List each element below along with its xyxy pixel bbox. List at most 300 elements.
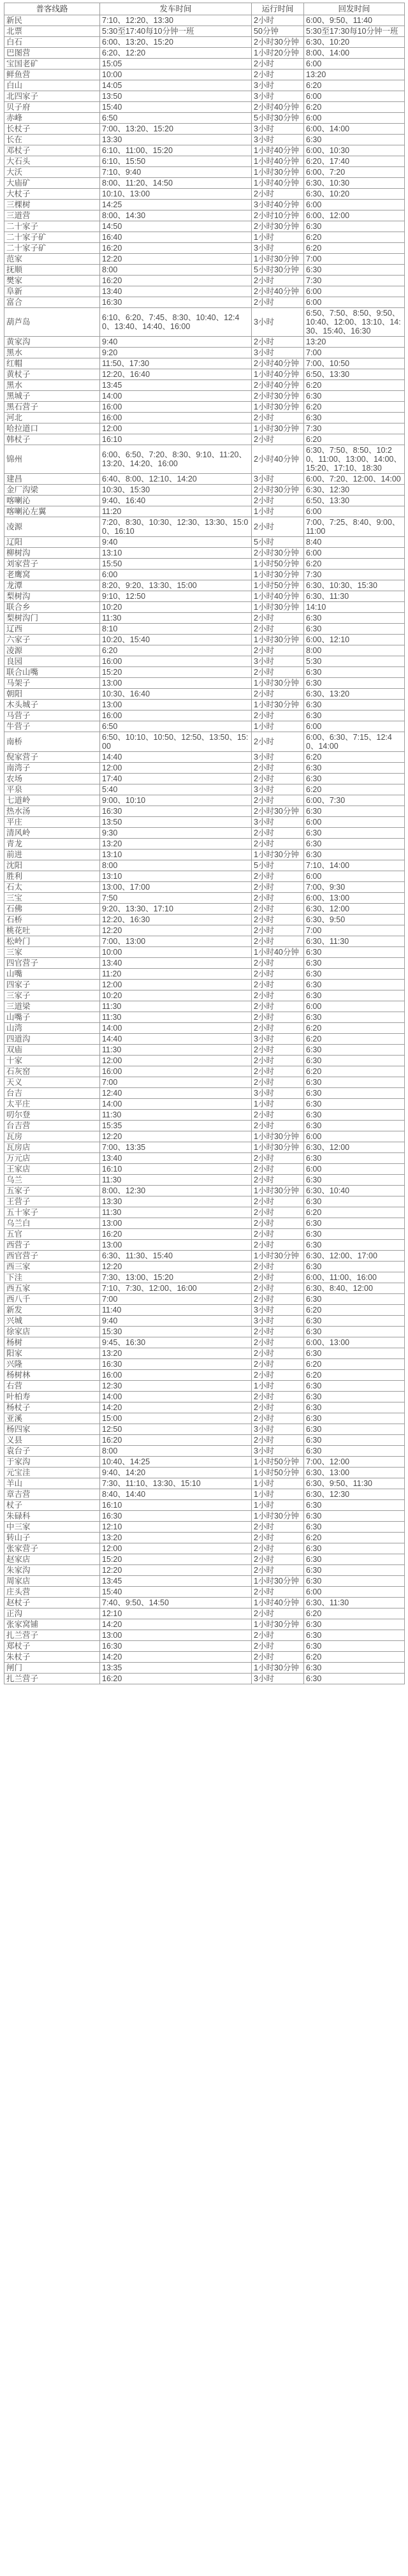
departure-cell: 13:00 xyxy=(100,700,252,710)
route-cell: 十家 xyxy=(4,1056,100,1066)
run-time-cell: 2小时 xyxy=(252,15,304,26)
return-cell: 6:30 xyxy=(304,1630,405,1641)
departure-cell: 16:10 xyxy=(100,1500,252,1511)
return-cell: 6:30 xyxy=(304,1446,405,1457)
departure-cell: 13:35 xyxy=(100,1663,252,1674)
table-row xyxy=(4,167,405,178)
table-row xyxy=(4,1457,405,1468)
return-cell: 6:00 xyxy=(304,297,405,308)
run-time-cell: 2小时 xyxy=(252,1045,304,1056)
route-cell: 石佛 xyxy=(4,904,100,915)
route-cell: 二十家子矿 xyxy=(4,243,100,254)
run-time-cell: 2小时 xyxy=(252,434,304,445)
run-time-cell: 5小时 xyxy=(252,537,304,548)
return-cell: 6:20 xyxy=(304,232,405,243)
table-row xyxy=(4,1489,405,1500)
return-cell: 6:30 xyxy=(304,1348,405,1359)
table-row xyxy=(4,969,405,980)
run-time-cell: 2小时 xyxy=(252,710,304,721)
return-cell: 6:30 xyxy=(304,135,405,145)
run-time-cell: 2小时 xyxy=(252,828,304,839)
table-row xyxy=(4,1392,405,1402)
table-row xyxy=(4,145,405,156)
route-cell: 二十家子 xyxy=(4,221,100,232)
departure-cell: 10:40、14:25 xyxy=(100,1457,252,1468)
table-row xyxy=(4,613,405,624)
departure-cell: 12:00 xyxy=(100,423,252,434)
run-time-cell: 1小时40分钟 xyxy=(252,178,304,189)
route-cell: 杨杖子 xyxy=(4,1402,100,1413)
run-time-cell: 2小时 xyxy=(252,1012,304,1023)
return-cell: 6:30 xyxy=(304,1056,405,1066)
run-time-cell: 3小时 xyxy=(252,243,304,254)
table-row xyxy=(4,48,405,59)
route-cell: 西八千 xyxy=(4,1294,100,1305)
run-time-cell: 3小时 xyxy=(252,1424,304,1435)
return-cell: 6:30 xyxy=(304,990,405,1001)
route-cell: 梨树沟 xyxy=(4,591,100,602)
return-cell: 7:30 xyxy=(304,570,405,580)
header-route: 普客线路 xyxy=(4,3,100,15)
route-cell: 朱碌科 xyxy=(4,1511,100,1522)
route-cell: 黑水 xyxy=(4,380,100,391)
table-row xyxy=(4,1630,405,1641)
table-row xyxy=(4,1522,405,1533)
run-time-cell: 2小时 xyxy=(252,1066,304,1077)
departure-cell: 13:45 xyxy=(100,1576,252,1587)
table-row xyxy=(4,1164,405,1175)
return-cell: 6:30 xyxy=(304,1576,405,1587)
route-cell: 辽阳 xyxy=(4,537,100,548)
table-row xyxy=(4,1337,405,1348)
departure-cell: 16:00 xyxy=(100,1066,252,1077)
route-cell: 胜利 xyxy=(4,871,100,882)
run-time-cell: 2小时 xyxy=(252,70,304,80)
table-row xyxy=(4,882,405,893)
header-run-time: 运行时间 xyxy=(252,3,304,15)
return-cell: 6:30 xyxy=(304,710,405,721)
departure-cell: 8:40、14:40 xyxy=(100,1489,252,1500)
return-cell: 6:30、13:00 xyxy=(304,1468,405,1478)
table-row xyxy=(4,1446,405,1457)
run-time-cell: 1小时30分钟 xyxy=(252,1186,304,1196)
return-cell: 6:20 xyxy=(304,380,405,391)
departure-cell: 9:20 xyxy=(100,348,252,358)
departure-cell: 8:00、14:30 xyxy=(100,210,252,221)
run-time-cell: 2小时 xyxy=(252,1359,304,1370)
run-time-cell: 2小时 xyxy=(252,1587,304,1598)
route-cell: 杨树林 xyxy=(4,1370,100,1381)
return-cell: 6:00 xyxy=(304,286,405,297)
return-cell: 7:30 xyxy=(304,423,405,434)
return-cell: 6:30、8:40、12:00 xyxy=(304,1283,405,1294)
table-row xyxy=(4,624,405,635)
return-cell: 6:20 xyxy=(304,1023,405,1034)
return-cell: 6:00、7:20、12:00、14:00 xyxy=(304,474,405,485)
return-cell: 6:00、10:30 xyxy=(304,145,405,156)
departure-cell: 15:35 xyxy=(100,1121,252,1131)
route-cell: 台吉 xyxy=(4,1088,100,1099)
return-cell: 6:00 xyxy=(304,1001,405,1012)
return-cell: 6:30、9:50 xyxy=(304,915,405,925)
departure-cell: 16:20 xyxy=(100,1674,252,1684)
run-time-cell: 1小时30分钟 xyxy=(252,1619,304,1630)
departure-cell: 6:50 xyxy=(100,721,252,732)
run-time-cell: 2小时30分钟 xyxy=(252,37,304,48)
route-cell: 六家子 xyxy=(4,635,100,645)
departure-cell: 14:00 xyxy=(100,1392,252,1402)
table-row xyxy=(4,1652,405,1663)
departure-cell: 13:50 xyxy=(100,817,252,828)
run-time-cell: 2小时 xyxy=(252,1229,304,1240)
return-cell: 6:20 xyxy=(304,559,405,570)
return-cell: 6:20 xyxy=(304,102,405,113)
departure-cell: 12:20 xyxy=(100,1131,252,1142)
departure-cell: 8:10 xyxy=(100,624,252,635)
departure-cell: 16:20 xyxy=(100,276,252,286)
departure-cell: 11:20 xyxy=(100,969,252,980)
run-time-cell: 2小时 xyxy=(252,1608,304,1619)
departure-cell: 16:30 xyxy=(100,1641,252,1652)
route-cell: 建昌 xyxy=(4,474,100,485)
table-row xyxy=(4,1402,405,1413)
route-cell: 徐家店 xyxy=(4,1327,100,1337)
departure-cell: 6:50 xyxy=(100,113,252,124)
run-time-cell: 2小时40分钟 xyxy=(252,380,304,391)
route-cell: 山湾 xyxy=(4,1023,100,1034)
run-time-cell: 2小时 xyxy=(252,1533,304,1543)
table-row xyxy=(4,70,405,80)
return-cell: 6:00 xyxy=(304,1587,405,1598)
run-time-cell: 2小时 xyxy=(252,496,304,506)
departure-cell: 7:00 xyxy=(100,1077,252,1088)
route-cell: 平庄 xyxy=(4,817,100,828)
table-row xyxy=(4,1619,405,1630)
run-time-cell: 3小时 xyxy=(252,1316,304,1327)
run-time-cell: 2小时30分钟 xyxy=(252,391,304,402)
table-row xyxy=(4,580,405,591)
run-time-cell: 1小时50分钟 xyxy=(252,1468,304,1478)
route-cell: 新发 xyxy=(4,1305,100,1316)
return-cell: 6:30 xyxy=(304,413,405,423)
return-cell: 6:50、7:50、8:50、9:50、10:40、12:00、13:10、14:30、15:40、16:30 xyxy=(304,308,405,337)
return-cell: 6:20 xyxy=(304,1608,405,1619)
return-cell: 6:20 xyxy=(304,1034,405,1045)
route-cell: 马架子 xyxy=(4,678,100,689)
departure-cell: 11:30 xyxy=(100,1175,252,1186)
return-cell: 7:00 xyxy=(304,254,405,265)
return-cell: 6:20 xyxy=(304,1305,405,1316)
return-cell: 6:30 xyxy=(304,1435,405,1446)
departure-cell: 12:20、16:40 xyxy=(100,369,252,380)
departure-cell: 13:10 xyxy=(100,871,252,882)
return-cell: 6:30 xyxy=(304,958,405,969)
run-time-cell: 2小时 xyxy=(252,1402,304,1413)
run-time-cell: 2小时 xyxy=(252,1641,304,1652)
run-time-cell: 2小时 xyxy=(252,1056,304,1066)
table-row xyxy=(4,602,405,613)
route-cell: 章吉营 xyxy=(4,1489,100,1500)
table-row xyxy=(4,1294,405,1305)
departure-cell: 12:20 xyxy=(100,925,252,936)
run-time-cell: 2小时 xyxy=(252,645,304,656)
return-cell: 6:30 xyxy=(304,850,405,860)
departure-cell: 11:30 xyxy=(100,613,252,624)
return-cell: 6:30 xyxy=(304,1424,405,1435)
return-cell: 6:30、12:00 xyxy=(304,1142,405,1153)
route-cell: 瓦房 xyxy=(4,1131,100,1142)
run-time-cell: 1小时 xyxy=(252,1381,304,1392)
return-cell: 6:30 xyxy=(304,613,405,624)
departure-cell: 9:45、16:30 xyxy=(100,1337,252,1348)
return-cell: 6:30 xyxy=(304,1565,405,1576)
return-cell: 6:00、12:00 xyxy=(304,210,405,221)
run-time-cell: 2小时 xyxy=(252,839,304,850)
table-row xyxy=(4,1153,405,1164)
departure-cell: 10:20、15:40 xyxy=(100,635,252,645)
run-time-cell: 2小时 xyxy=(252,1413,304,1424)
run-time-cell: 2小时 xyxy=(252,1023,304,1034)
departure-cell: 13:20 xyxy=(100,1348,252,1359)
route-cell: 张家窝铺 xyxy=(4,1619,100,1630)
return-cell: 6:00 xyxy=(304,721,405,732)
table-row xyxy=(4,37,405,48)
return-cell: 8:00、14:00 xyxy=(304,48,405,59)
table-row xyxy=(4,1099,405,1110)
return-cell: 6:00 xyxy=(304,1131,405,1142)
table-row xyxy=(4,485,405,496)
table-row xyxy=(4,721,405,732)
return-cell: 6:00 xyxy=(304,200,405,210)
route-cell: 赵杖子 xyxy=(4,1598,100,1608)
departure-cell: 6:00、6:50、7:20、8:30、9:10、11:20、13:20、14:20、16:00 xyxy=(100,445,252,474)
table-row xyxy=(4,91,405,102)
route-cell: 山嘴子 xyxy=(4,1012,100,1023)
table-row xyxy=(4,1001,405,1012)
route-cell: 天义 xyxy=(4,1077,100,1088)
run-time-cell: 2小时 xyxy=(252,893,304,904)
table-row xyxy=(4,1413,405,1424)
table-row xyxy=(4,434,405,445)
return-cell: 6:30 xyxy=(304,1121,405,1131)
departure-cell: 16:00 xyxy=(100,402,252,413)
run-time-cell: 2小时 xyxy=(252,915,304,925)
departure-cell: 6:20 xyxy=(100,645,252,656)
run-time-cell: 1小时30分钟 xyxy=(252,1251,304,1262)
table-row xyxy=(4,423,405,434)
return-cell: 6:00、11:00、16:00 xyxy=(304,1272,405,1283)
route-cell: 石灰窑 xyxy=(4,1066,100,1077)
run-time-cell: 2小时 xyxy=(252,59,304,70)
departure-cell: 10:00 xyxy=(100,947,252,958)
return-cell: 6:20 xyxy=(304,784,405,795)
route-cell: 转山子 xyxy=(4,1533,100,1543)
run-time-cell: 1小时30分钟 xyxy=(252,678,304,689)
route-cell: 长杖子 xyxy=(4,124,100,135)
route-cell: 四家子 xyxy=(4,980,100,990)
run-time-cell: 2小时 xyxy=(252,1196,304,1207)
route-cell: 五官 xyxy=(4,1229,100,1240)
departure-cell: 6:00、13:20、15:20 xyxy=(100,37,252,48)
departure-cell: 16:00 xyxy=(100,656,252,667)
run-time-cell: 2小时 xyxy=(252,1164,304,1175)
run-time-cell: 5小时 xyxy=(252,860,304,871)
run-time-cell: 2小时10分钟 xyxy=(252,210,304,221)
departure-cell: 14:20 xyxy=(100,1652,252,1663)
table-row xyxy=(4,591,405,602)
table-row xyxy=(4,15,405,26)
return-cell: 6:30 xyxy=(304,1294,405,1305)
return-cell: 6:30 xyxy=(304,1402,405,1413)
departure-cell: 16:30 xyxy=(100,1359,252,1370)
run-time-cell: 1小时40分钟 xyxy=(252,947,304,958)
departure-cell: 13:10 xyxy=(100,850,252,860)
return-cell: 6:30 xyxy=(304,969,405,980)
return-cell: 6:20 xyxy=(304,1370,405,1381)
return-cell: 6:30、9:50、11:30 xyxy=(304,1478,405,1489)
run-time-cell: 1小时30分钟 xyxy=(252,423,304,434)
return-cell: 6:00 xyxy=(304,871,405,882)
route-cell: 杨树 xyxy=(4,1337,100,1348)
route-cell: 杨四家 xyxy=(4,1424,100,1435)
return-cell: 6:30、12:30 xyxy=(304,1489,405,1500)
departure-cell: 13:20 xyxy=(100,1533,252,1543)
return-cell: 6:30 xyxy=(304,1500,405,1511)
return-cell: 7:00、7:25、8:40、9:00、11:00 xyxy=(304,517,405,537)
route-cell: 牛营子 xyxy=(4,721,100,732)
route-cell: 范家 xyxy=(4,254,100,265)
table-row xyxy=(4,645,405,656)
return-cell: 6:30 xyxy=(304,624,405,635)
run-time-cell: 2小时 xyxy=(252,1077,304,1088)
departure-cell: 6:40、8:00、12:10、14:20 xyxy=(100,474,252,485)
route-cell: 白石 xyxy=(4,37,100,48)
return-cell: 6:30 xyxy=(304,221,405,232)
return-cell: 13:20 xyxy=(304,70,405,80)
return-cell: 6:30、13:20 xyxy=(304,689,405,700)
table-row xyxy=(4,496,405,506)
table-row xyxy=(4,1511,405,1522)
return-cell: 6:20 xyxy=(304,1533,405,1543)
route-cell: 北票 xyxy=(4,26,100,37)
departure-cell: 6:10、6:20、7:45、8:30、10:40、12:40、13:40、14:40、16:00 xyxy=(100,308,252,337)
departure-cell: 15:05 xyxy=(100,59,252,70)
departure-cell: 14:40 xyxy=(100,1034,252,1045)
departure-cell: 10:30、16:40 xyxy=(100,689,252,700)
departure-cell: 7:40、9:50、14:50 xyxy=(100,1598,252,1608)
table-row xyxy=(4,1283,405,1294)
table-row xyxy=(4,936,405,947)
return-cell: 6:30 xyxy=(304,774,405,784)
table-row xyxy=(4,1142,405,1153)
departure-cell: 7:00、13:00 xyxy=(100,936,252,947)
run-time-cell: 5小时30分钟 xyxy=(252,265,304,276)
return-cell: 6:30、10:20 xyxy=(304,189,405,200)
return-cell: 6:30 xyxy=(304,1511,405,1522)
departure-cell: 13:50 xyxy=(100,91,252,102)
return-cell: 6:30 xyxy=(304,1218,405,1229)
route-cell: 长在 xyxy=(4,135,100,145)
route-cell: 西三家 xyxy=(4,1262,100,1272)
table-row xyxy=(4,990,405,1001)
return-cell: 6:30、11:30 xyxy=(304,936,405,947)
route-cell: 富合 xyxy=(4,297,100,308)
table-row xyxy=(4,276,405,286)
route-cell: 辽西 xyxy=(4,624,100,635)
run-time-cell: 1小时 xyxy=(252,721,304,732)
return-cell: 6:00、12:10 xyxy=(304,635,405,645)
run-time-cell: 2小时 xyxy=(252,1370,304,1381)
return-cell: 6:30 xyxy=(304,700,405,710)
run-time-cell: 1小时40分钟 xyxy=(252,1598,304,1608)
header-departure-time: 发车时间 xyxy=(100,3,252,15)
return-cell: 6:30 xyxy=(304,763,405,774)
departure-cell: 7:30、13:00、15:20 xyxy=(100,1272,252,1283)
table-row xyxy=(4,243,405,254)
run-time-cell: 2小时 xyxy=(252,613,304,624)
table-row xyxy=(4,559,405,570)
route-cell: 河北 xyxy=(4,413,100,423)
table-row xyxy=(4,860,405,871)
route-cell: 二十家子矿 xyxy=(4,232,100,243)
departure-cell: 12:00 xyxy=(100,1056,252,1066)
run-time-cell: 1小时 xyxy=(252,1099,304,1110)
departure-cell: 12:10 xyxy=(100,1608,252,1619)
table-row xyxy=(4,850,405,860)
table-row xyxy=(4,1327,405,1337)
route-cell: 沈阳 xyxy=(4,860,100,871)
route-cell: 良园 xyxy=(4,656,100,667)
table-row xyxy=(4,1348,405,1359)
run-time-cell: 1小时30分钟 xyxy=(252,402,304,413)
table-row xyxy=(4,1305,405,1316)
table-row xyxy=(4,904,405,915)
route-cell: 红帽 xyxy=(4,358,100,369)
return-cell: 6:30 xyxy=(304,391,405,402)
table-row xyxy=(4,1175,405,1186)
return-cell: 6:30、11:30 xyxy=(304,1598,405,1608)
route-cell: 葫芦岛 xyxy=(4,308,100,337)
departure-cell: 13:00 xyxy=(100,1240,252,1251)
route-cell: 哈拉道口 xyxy=(4,423,100,434)
departure-cell: 13:30 xyxy=(100,135,252,145)
table-row xyxy=(4,156,405,167)
route-cell: 三家子 xyxy=(4,990,100,1001)
return-cell: 14:10 xyxy=(304,602,405,613)
table-row xyxy=(4,265,405,276)
departure-cell: 7:30、11:10、13:30、15:10 xyxy=(100,1478,252,1489)
return-cell: 6:30 xyxy=(304,1522,405,1533)
departure-cell: 9:40 xyxy=(100,337,252,348)
route-cell: 周家店 xyxy=(4,1576,100,1587)
run-time-cell: 3小时 xyxy=(252,135,304,145)
route-cell: 西营子 xyxy=(4,1240,100,1251)
bus-schedule-table xyxy=(4,3,405,1684)
departure-cell: 16:30 xyxy=(100,297,252,308)
run-time-cell: 1小时30分钟 xyxy=(252,602,304,613)
departure-cell: 10:10、13:00 xyxy=(100,189,252,200)
route-cell: 右营 xyxy=(4,1381,100,1392)
table-row xyxy=(4,710,405,721)
table-row xyxy=(4,1500,405,1511)
departure-cell: 11:30 xyxy=(100,1001,252,1012)
departure-cell: 16:10 xyxy=(100,1164,252,1175)
run-time-cell: 3小时 xyxy=(252,817,304,828)
route-cell: 义县 xyxy=(4,1435,100,1446)
table-row xyxy=(4,1077,405,1088)
departure-cell: 6:00 xyxy=(100,570,252,580)
return-cell: 6:00、13:00 xyxy=(304,1337,405,1348)
